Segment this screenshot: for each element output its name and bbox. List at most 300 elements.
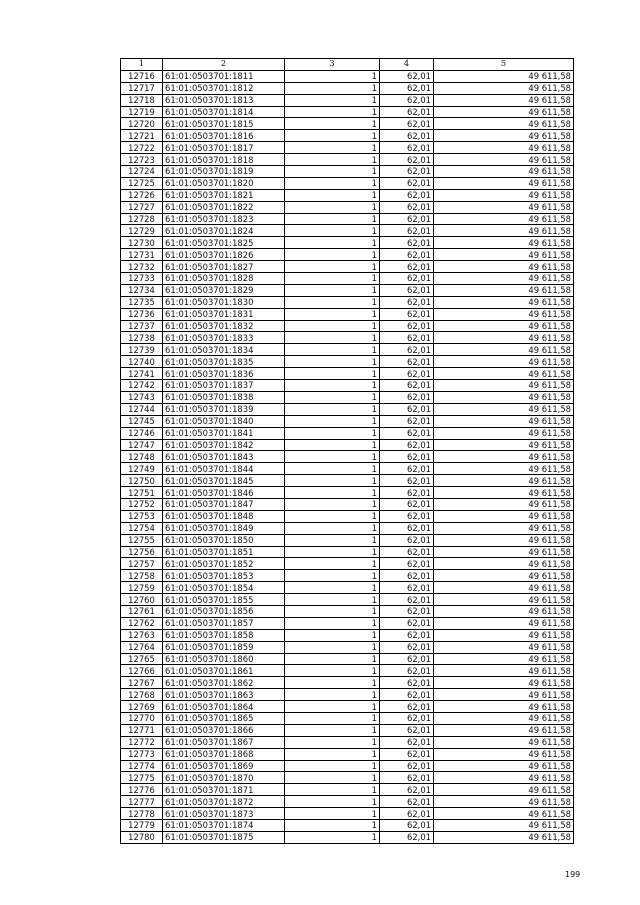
cadastral-number-cell: 61:01:0503701:1831 (163, 308, 285, 320)
value-cell: 49 611,58 (434, 605, 574, 617)
area-cell: 62,01 (380, 546, 434, 558)
area-cell: 62,01 (380, 605, 434, 617)
cadastral-number-cell: 61:01:0503701:1833 (163, 332, 285, 344)
row-number-cell: 12721 (121, 130, 163, 142)
area-cell: 62,01 (380, 582, 434, 594)
value-cell: 49 611,58 (434, 106, 574, 118)
quantity-cell: 1 (285, 724, 380, 736)
row-number-cell: 12724 (121, 166, 163, 178)
cadastral-number-cell: 61:01:0503701:1866 (163, 724, 285, 736)
value-cell: 49 611,58 (434, 225, 574, 237)
cadastral-number-cell: 61:01:0503701:1853 (163, 570, 285, 582)
table-row (121, 130, 574, 142)
area-cell: 62,01 (380, 629, 434, 641)
cadastral-number-cell: 61:01:0503701:1816 (163, 130, 285, 142)
table-row (121, 701, 574, 713)
cadastral-number-cell: 61:01:0503701:1830 (163, 296, 285, 308)
row-number-cell: 12776 (121, 784, 163, 796)
row-number-cell: 12768 (121, 689, 163, 701)
table-row (121, 641, 574, 653)
cadastral-number-cell: 61:01:0503701:1855 (163, 594, 285, 606)
value-cell: 49 611,58 (434, 498, 574, 510)
area-cell: 62,01 (380, 796, 434, 808)
cadastral-number-cell: 61:01:0503701:1870 (163, 772, 285, 784)
quantity-cell: 1 (285, 296, 380, 308)
cadastral-number-cell: 61:01:0503701:1850 (163, 534, 285, 546)
table-row (121, 70, 574, 82)
cadastral-number-cell: 61:01:0503701:1824 (163, 225, 285, 237)
value-cell: 49 611,58 (434, 201, 574, 213)
quantity-cell: 1 (285, 142, 380, 154)
area-cell: 62,01 (380, 677, 434, 689)
table-row (121, 784, 574, 796)
area-cell: 62,01 (380, 475, 434, 487)
table-row (121, 605, 574, 617)
quantity-cell: 1 (285, 748, 380, 760)
value-cell: 49 611,58 (434, 534, 574, 546)
row-number-cell: 12746 (121, 427, 163, 439)
cadastral-number-cell: 61:01:0503701:1840 (163, 415, 285, 427)
row-number-cell: 12717 (121, 82, 163, 94)
area-cell: 62,01 (380, 177, 434, 189)
value-cell: 49 611,58 (434, 284, 574, 296)
row-number-cell: 12754 (121, 522, 163, 534)
value-cell: 49 611,58 (434, 522, 574, 534)
quantity-cell: 1 (285, 605, 380, 617)
column-header-5: 5 (434, 59, 574, 71)
value-cell: 49 611,58 (434, 380, 574, 392)
quantity-cell: 1 (285, 320, 380, 332)
area-cell: 62,01 (380, 391, 434, 403)
value-cell: 49 611,58 (434, 487, 574, 499)
value-cell: 49 611,58 (434, 594, 574, 606)
area-cell: 62,01 (380, 320, 434, 332)
row-number-cell: 12719 (121, 106, 163, 118)
table-row (121, 677, 574, 689)
area-cell: 62,01 (380, 558, 434, 570)
table-row (121, 166, 574, 178)
row-number-cell: 12771 (121, 724, 163, 736)
row-number-cell: 12755 (121, 534, 163, 546)
row-number-cell: 12716 (121, 70, 163, 82)
quantity-cell: 1 (285, 487, 380, 499)
table-row (121, 154, 574, 166)
quantity-cell: 1 (285, 82, 380, 94)
cadastral-number-cell: 61:01:0503701:1818 (163, 154, 285, 166)
table-row (121, 582, 574, 594)
area-cell: 62,01 (380, 736, 434, 748)
value-cell: 49 611,58 (434, 403, 574, 415)
table-row (121, 94, 574, 106)
page-number: 199 (565, 870, 581, 879)
table-row (121, 225, 574, 237)
table-row (121, 284, 574, 296)
quantity-cell: 1 (285, 201, 380, 213)
quantity-cell: 1 (285, 403, 380, 415)
cadastral-number-cell: 61:01:0503701:1865 (163, 712, 285, 724)
row-number-cell: 12761 (121, 605, 163, 617)
area-cell: 62,01 (380, 82, 434, 94)
cadastral-number-cell: 61:01:0503701:1875 (163, 831, 285, 843)
row-number-cell: 12739 (121, 344, 163, 356)
value-cell: 49 611,58 (434, 344, 574, 356)
cadastral-number-cell: 61:01:0503701:1822 (163, 201, 285, 213)
table-body (121, 70, 574, 843)
quantity-cell: 1 (285, 332, 380, 344)
value-cell: 49 611,58 (434, 94, 574, 106)
table-row (121, 201, 574, 213)
quantity-cell: 1 (285, 380, 380, 392)
cadastral-number-cell: 61:01:0503701:1837 (163, 380, 285, 392)
row-number-cell: 12777 (121, 796, 163, 808)
quantity-cell: 1 (285, 427, 380, 439)
table-row (121, 772, 574, 784)
quantity-cell: 1 (285, 415, 380, 427)
table-row (121, 273, 574, 285)
value-cell: 49 611,58 (434, 177, 574, 189)
cadastral-number-cell: 61:01:0503701:1821 (163, 189, 285, 201)
quantity-cell: 1 (285, 391, 380, 403)
cadastral-number-cell: 61:01:0503701:1815 (163, 118, 285, 130)
cadastral-number-cell: 61:01:0503701:1827 (163, 261, 285, 273)
cadastral-number-cell: 61:01:0503701:1851 (163, 546, 285, 558)
cadastral-number-cell: 61:01:0503701:1828 (163, 273, 285, 285)
table-row (121, 177, 574, 189)
row-number-cell: 12752 (121, 498, 163, 510)
cadastral-number-cell: 61:01:0503701:1862 (163, 677, 285, 689)
cadastral-number-cell: 61:01:0503701:1813 (163, 94, 285, 106)
value-cell: 49 611,58 (434, 689, 574, 701)
cadastral-number-cell: 61:01:0503701:1842 (163, 439, 285, 451)
quantity-cell: 1 (285, 498, 380, 510)
table-row (121, 261, 574, 273)
value-cell: 49 611,58 (434, 439, 574, 451)
cadastral-number-cell: 61:01:0503701:1845 (163, 475, 285, 487)
value-cell: 49 611,58 (434, 154, 574, 166)
cadastral-number-cell: 61:01:0503701:1849 (163, 522, 285, 534)
row-number-cell: 12743 (121, 391, 163, 403)
table-row (121, 831, 574, 843)
quantity-cell: 1 (285, 106, 380, 118)
row-number-cell: 12769 (121, 701, 163, 713)
table-row (121, 617, 574, 629)
quantity-cell: 1 (285, 831, 380, 843)
quantity-cell: 1 (285, 641, 380, 653)
value-cell: 49 611,58 (434, 273, 574, 285)
quantity-cell: 1 (285, 368, 380, 380)
value-cell: 49 611,58 (434, 570, 574, 582)
value-cell: 49 611,58 (434, 796, 574, 808)
table-row (121, 82, 574, 94)
value-cell: 49 611,58 (434, 677, 574, 689)
cadastral-number-cell: 61:01:0503701:1844 (163, 463, 285, 475)
quantity-cell: 1 (285, 225, 380, 237)
row-number-cell: 12750 (121, 475, 163, 487)
cadastral-number-cell: 61:01:0503701:1825 (163, 237, 285, 249)
cadastral-number-cell: 61:01:0503701:1856 (163, 605, 285, 617)
value-cell: 49 611,58 (434, 582, 574, 594)
row-number-cell: 12749 (121, 463, 163, 475)
area-cell: 62,01 (380, 332, 434, 344)
table-row (121, 391, 574, 403)
row-number-cell: 12733 (121, 273, 163, 285)
value-cell: 49 611,58 (434, 701, 574, 713)
quantity-cell: 1 (285, 534, 380, 546)
area-cell: 62,01 (380, 522, 434, 534)
table-row (121, 296, 574, 308)
quantity-cell: 1 (285, 308, 380, 320)
table-row (121, 522, 574, 534)
cadastral-number-cell: 61:01:0503701:1858 (163, 629, 285, 641)
row-number-cell: 12726 (121, 189, 163, 201)
cadastral-number-cell: 61:01:0503701:1841 (163, 427, 285, 439)
area-cell: 62,01 (380, 487, 434, 499)
area-cell: 62,01 (380, 106, 434, 118)
value-cell: 49 611,58 (434, 261, 574, 273)
row-number-cell: 12744 (121, 403, 163, 415)
area-cell: 62,01 (380, 201, 434, 213)
table-row (121, 808, 574, 820)
value-cell: 49 611,58 (434, 391, 574, 403)
area-cell: 62,01 (380, 784, 434, 796)
area-cell: 62,01 (380, 225, 434, 237)
value-cell: 49 611,58 (434, 558, 574, 570)
cadastral-number-cell: 61:01:0503701:1847 (163, 498, 285, 510)
row-number-cell: 12731 (121, 249, 163, 261)
row-number-cell: 12748 (121, 451, 163, 463)
row-number-cell: 12718 (121, 94, 163, 106)
table-row (121, 368, 574, 380)
quantity-cell: 1 (285, 784, 380, 796)
row-number-cell: 12775 (121, 772, 163, 784)
area-cell: 62,01 (380, 451, 434, 463)
area-cell: 62,01 (380, 189, 434, 201)
quantity-cell: 1 (285, 558, 380, 570)
table-row (121, 463, 574, 475)
row-number-cell: 12734 (121, 284, 163, 296)
cadastral-number-cell: 61:01:0503701:1811 (163, 70, 285, 82)
cadastral-number-cell: 61:01:0503701:1872 (163, 796, 285, 808)
area-cell: 62,01 (380, 130, 434, 142)
cadastral-number-cell: 61:01:0503701:1861 (163, 665, 285, 677)
quantity-cell: 1 (285, 736, 380, 748)
quantity-cell: 1 (285, 154, 380, 166)
row-number-cell: 12729 (121, 225, 163, 237)
quantity-cell: 1 (285, 522, 380, 534)
value-cell: 49 611,58 (434, 142, 574, 154)
area-cell: 62,01 (380, 154, 434, 166)
data-table (120, 58, 574, 844)
value-cell: 49 611,58 (434, 166, 574, 178)
table-row (121, 487, 574, 499)
quantity-cell: 1 (285, 689, 380, 701)
cadastral-number-cell: 61:01:0503701:1854 (163, 582, 285, 594)
area-cell: 62,01 (380, 760, 434, 772)
table-header (121, 59, 574, 71)
quantity-cell: 1 (285, 796, 380, 808)
row-number-cell: 12738 (121, 332, 163, 344)
value-cell: 49 611,58 (434, 510, 574, 522)
table-row (121, 796, 574, 808)
value-cell: 49 611,58 (434, 653, 574, 665)
cadastral-number-cell: 61:01:0503701:1869 (163, 760, 285, 772)
row-number-cell: 12725 (121, 177, 163, 189)
cadastral-number-cell: 61:01:0503701:1820 (163, 177, 285, 189)
quantity-cell: 1 (285, 570, 380, 582)
value-cell: 49 611,58 (434, 629, 574, 641)
area-cell: 62,01 (380, 213, 434, 225)
quantity-cell: 1 (285, 772, 380, 784)
value-cell: 49 611,58 (434, 475, 574, 487)
row-number-cell: 12765 (121, 653, 163, 665)
table-row (121, 689, 574, 701)
column-header-1: 1 (121, 59, 163, 71)
quantity-cell: 1 (285, 213, 380, 225)
row-number-cell: 12774 (121, 760, 163, 772)
area-cell: 62,01 (380, 463, 434, 475)
quantity-cell: 1 (285, 249, 380, 261)
area-cell: 62,01 (380, 308, 434, 320)
table-row (121, 403, 574, 415)
area-cell: 62,01 (380, 118, 434, 130)
cadastral-number-cell: 61:01:0503701:1835 (163, 356, 285, 368)
row-number-cell: 12720 (121, 118, 163, 130)
quantity-cell: 1 (285, 546, 380, 558)
cadastral-number-cell: 61:01:0503701:1852 (163, 558, 285, 570)
quantity-cell: 1 (285, 760, 380, 772)
value-cell: 49 611,58 (434, 641, 574, 653)
row-number-cell: 12760 (121, 594, 163, 606)
value-cell: 49 611,58 (434, 368, 574, 380)
row-number-cell: 12762 (121, 617, 163, 629)
row-number-cell: 12759 (121, 582, 163, 594)
area-cell: 62,01 (380, 617, 434, 629)
row-number-cell: 12757 (121, 558, 163, 570)
table-row (121, 320, 574, 332)
row-number-cell: 12740 (121, 356, 163, 368)
quantity-cell: 1 (285, 166, 380, 178)
row-number-cell: 12767 (121, 677, 163, 689)
value-cell: 49 611,58 (434, 332, 574, 344)
area-cell: 62,01 (380, 712, 434, 724)
cadastral-number-cell: 61:01:0503701:1867 (163, 736, 285, 748)
value-cell: 49 611,58 (434, 296, 574, 308)
cadastral-number-cell: 61:01:0503701:1864 (163, 701, 285, 713)
quantity-cell: 1 (285, 261, 380, 273)
column-header-2: 2 (163, 59, 285, 71)
quantity-cell: 1 (285, 677, 380, 689)
area-cell: 62,01 (380, 296, 434, 308)
table-row (121, 748, 574, 760)
value-cell: 49 611,58 (434, 415, 574, 427)
table-row (121, 665, 574, 677)
table-row (121, 142, 574, 154)
area-cell: 62,01 (380, 748, 434, 760)
area-cell: 62,01 (380, 415, 434, 427)
area-cell: 62,01 (380, 820, 434, 832)
row-number-cell: 12736 (121, 308, 163, 320)
area-cell: 62,01 (380, 403, 434, 415)
row-number-cell: 12722 (121, 142, 163, 154)
cadastral-number-cell: 61:01:0503701:1868 (163, 748, 285, 760)
table-row (121, 189, 574, 201)
quantity-cell: 1 (285, 189, 380, 201)
quantity-cell: 1 (285, 712, 380, 724)
value-cell: 49 611,58 (434, 665, 574, 677)
area-cell: 62,01 (380, 534, 434, 546)
cadastral-number-cell: 61:01:0503701:1829 (163, 284, 285, 296)
cadastral-number-cell: 61:01:0503701:1839 (163, 403, 285, 415)
value-cell: 49 611,58 (434, 820, 574, 832)
row-number-cell: 12735 (121, 296, 163, 308)
value-cell: 49 611,58 (434, 748, 574, 760)
table-row (121, 498, 574, 510)
cadastral-number-cell: 61:01:0503701:1846 (163, 487, 285, 499)
quantity-cell: 1 (285, 451, 380, 463)
value-cell: 49 611,58 (434, 130, 574, 142)
table-row (121, 415, 574, 427)
row-number-cell: 12773 (121, 748, 163, 760)
row-number-cell: 12728 (121, 213, 163, 225)
quantity-cell: 1 (285, 439, 380, 451)
quantity-cell: 1 (285, 94, 380, 106)
area-cell: 62,01 (380, 641, 434, 653)
area-cell: 62,01 (380, 701, 434, 713)
quantity-cell: 1 (285, 177, 380, 189)
value-cell: 49 611,58 (434, 760, 574, 772)
header-row (121, 59, 574, 71)
table-row (121, 427, 574, 439)
quantity-cell: 1 (285, 665, 380, 677)
table-row (121, 820, 574, 832)
area-cell: 62,01 (380, 284, 434, 296)
table-row (121, 451, 574, 463)
row-number-cell: 12753 (121, 510, 163, 522)
value-cell: 49 611,58 (434, 808, 574, 820)
table-row (121, 510, 574, 522)
value-cell: 49 611,58 (434, 831, 574, 843)
area-cell: 62,01 (380, 249, 434, 261)
area-cell: 62,01 (380, 594, 434, 606)
quantity-cell: 1 (285, 284, 380, 296)
quantity-cell: 1 (285, 808, 380, 820)
table-row (121, 249, 574, 261)
value-cell: 49 611,58 (434, 772, 574, 784)
quantity-cell: 1 (285, 344, 380, 356)
area-cell: 62,01 (380, 510, 434, 522)
area-cell: 62,01 (380, 273, 434, 285)
cadastral-number-cell: 61:01:0503701:1871 (163, 784, 285, 796)
cadastral-number-cell: 61:01:0503701:1817 (163, 142, 285, 154)
area-cell: 62,01 (380, 498, 434, 510)
cadastral-number-cell: 61:01:0503701:1859 (163, 641, 285, 653)
row-number-cell: 12741 (121, 368, 163, 380)
cadastral-number-cell: 61:01:0503701:1843 (163, 451, 285, 463)
area-cell: 62,01 (380, 439, 434, 451)
row-number-cell: 12780 (121, 831, 163, 843)
quantity-cell: 1 (285, 701, 380, 713)
value-cell: 49 611,58 (434, 308, 574, 320)
value-cell: 49 611,58 (434, 617, 574, 629)
cadastral-number-cell: 61:01:0503701:1873 (163, 808, 285, 820)
area-cell: 62,01 (380, 261, 434, 273)
table-row (121, 475, 574, 487)
value-cell: 49 611,58 (434, 736, 574, 748)
area-cell: 62,01 (380, 831, 434, 843)
table-row (121, 570, 574, 582)
row-number-cell: 12778 (121, 808, 163, 820)
area-cell: 62,01 (380, 689, 434, 701)
